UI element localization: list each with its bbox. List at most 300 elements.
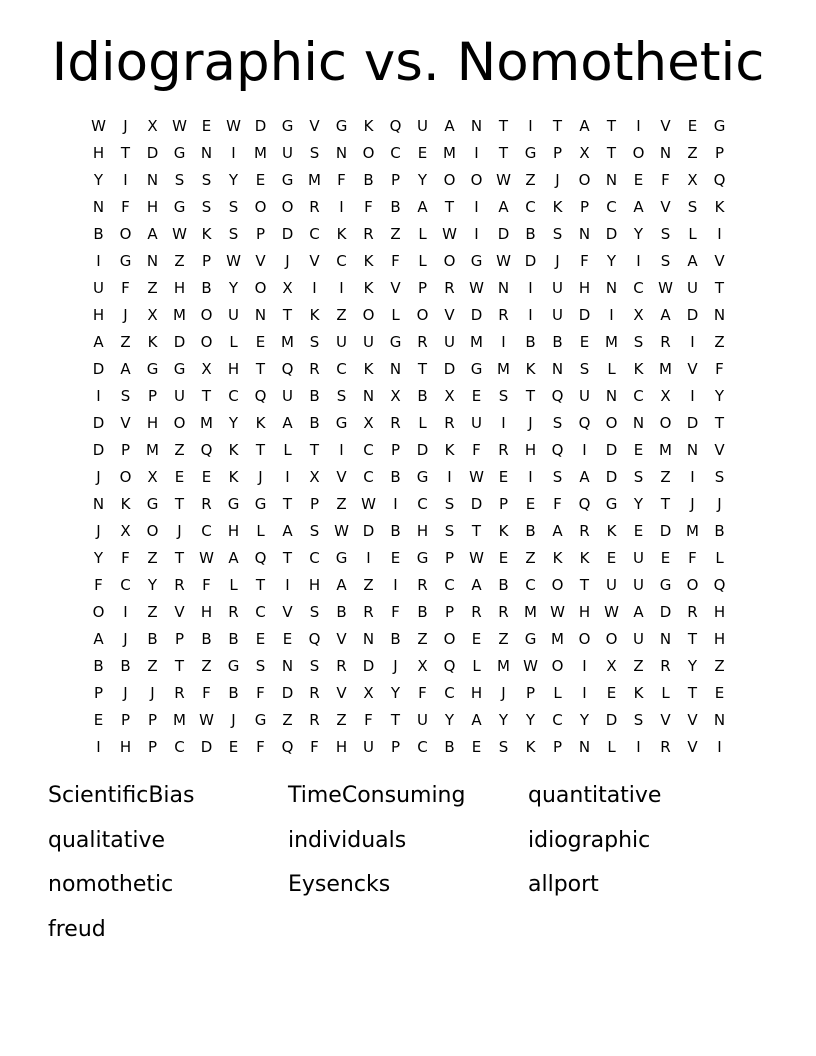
grid-letter: Q [713,171,726,189]
grid-letter: N [605,387,618,405]
grid-letter: E [633,171,644,189]
grid-letter: O [92,603,105,621]
grid-letter: U [633,576,644,594]
grid-letter: V [687,711,698,729]
grid-letter: I [96,387,101,405]
grid-letter: P [147,738,158,756]
grid-row [85,275,733,302]
grid-letter: F [202,684,211,702]
grid-letter: V [714,441,725,459]
grid-letter: G [227,657,240,675]
grid-letter: G [605,495,618,513]
grid-letter: D [470,495,483,513]
grid-letter: E [687,117,698,135]
grid-letter: K [525,360,536,378]
grid-letter: F [364,198,373,216]
grid-letter: H [713,630,726,648]
grid-letter: O [254,279,267,297]
grid-row [85,194,733,221]
grid-letter: D [497,225,510,243]
grid-letter: G [281,171,294,189]
grid-letter: V [660,711,671,729]
grid-letter: O [632,144,645,162]
grid-letter: M [497,657,510,675]
grid-letter: L [256,522,265,540]
grid-letter: F [472,441,481,459]
grid-letter: D [416,441,429,459]
grid-letter: I [339,279,344,297]
grid-letter: N [659,144,672,162]
grid-letter: F [418,684,427,702]
grid-letter: K [363,279,374,297]
grid-letter: H [416,522,429,540]
grid-letter: B [390,468,401,486]
grid-letter: R [309,684,320,702]
grid-letter: W [199,549,214,567]
grid-letter: K [552,549,563,567]
grid-row [85,410,733,437]
grid-letter: D [362,522,375,540]
grid-letter: E [579,333,590,351]
grid-row [85,329,733,356]
grid-letter: T [282,495,293,513]
grid-letter: Z [147,279,158,297]
grid-letter: A [552,522,563,540]
grid-letter: F [364,711,373,729]
grid-letter: I [339,198,344,216]
grid-letter: Q [443,657,456,675]
grid-letter: N [335,144,348,162]
grid-letter: R [336,657,347,675]
grid-letter: O [254,198,267,216]
grid-letter: K [228,441,239,459]
grid-letter: I [474,225,479,243]
grid-letter: W [469,549,484,567]
grid-letter: Y [390,684,401,702]
grid-letter: W [172,117,187,135]
grid-letter: G [335,117,348,135]
grid-letter: U [471,414,482,432]
grid-letter: G [173,360,186,378]
grid-letter: I [339,441,344,459]
word-list-item: individuals [288,827,407,853]
grid-letter: M [308,171,321,189]
grid-letter: I [366,549,371,567]
grid-letter: F [553,495,562,513]
grid-letter: I [636,117,641,135]
grid-letter: L [553,684,562,702]
grid-letter: P [255,225,266,243]
grid-letter: W [442,225,457,243]
grid-letter: C [336,360,347,378]
grid-letter: O [416,306,429,324]
grid-letter: F [715,360,724,378]
grid-letter: L [607,360,616,378]
grid-letter: Y [93,549,104,567]
grid-letter: O [443,171,456,189]
grid-letter: K [444,441,455,459]
grid-letter: N [92,495,105,513]
grid-letter: K [120,495,131,513]
grid-letter: I [717,738,722,756]
grid-letter: Z [174,441,185,459]
grid-letter: A [660,306,671,324]
grid-letter: W [91,117,106,135]
grid-letter: G [146,495,159,513]
grid-letter: J [123,117,128,135]
grid-letter: I [96,252,101,270]
grid-letter: Q [200,441,213,459]
grid-letter: T [525,387,536,405]
grid-letter: X [363,684,374,702]
grid-letter: J [123,306,128,324]
grid-letter: A [633,603,644,621]
grid-letter: A [228,549,239,567]
grid-letter: B [228,684,239,702]
grid-letter: D [200,738,213,756]
grid-letter: N [146,171,159,189]
grid-letter: E [255,630,266,648]
grid-letter: O [659,414,672,432]
grid-letter: C [363,441,374,459]
grid-letter: T [471,522,482,540]
grid-letter: B [201,279,212,297]
grid-letter: B [120,657,131,675]
grid-letter: O [551,657,564,675]
grid-letter: C [309,549,320,567]
grid-letter: N [389,360,402,378]
grid-letter: F [661,171,670,189]
grid-letter: S [633,711,644,729]
grid-letter: Y [633,495,644,513]
grid-letter: K [579,549,590,567]
grid-letter: A [579,117,590,135]
grid-row [85,221,733,248]
grid-letter: Q [551,441,564,459]
grid-letter: R [417,576,428,594]
grid-letter: N [146,252,159,270]
grid-letter: G [659,576,672,594]
grid-letter: T [120,144,131,162]
grid-letter: K [606,522,617,540]
grid-letter: L [418,414,427,432]
grid-letter: U [579,387,590,405]
grid-letter: A [444,117,455,135]
grid-letter: E [471,738,482,756]
grid-letter: Y [606,252,617,270]
grid-letter: Z [120,333,131,351]
grid-letter: R [309,360,320,378]
grid-letter: I [528,306,533,324]
word-list-item: Eysencks [288,872,391,897]
grid-letter: D [92,360,105,378]
grid-letter: R [444,279,455,297]
grid-letter: A [687,252,698,270]
grid-letter: S [120,387,131,405]
grid-letter: X [579,144,590,162]
grid-letter: L [391,306,400,324]
grid-letter: J [555,252,560,270]
grid-letter: V [336,468,347,486]
grid-letter: Z [714,657,725,675]
grid-letter: Q [578,495,591,513]
grid-letter: Z [336,306,347,324]
grid-letter: G [119,252,132,270]
grid-letter: J [177,522,182,540]
grid-letter: O [173,414,186,432]
grid-letter: V [309,117,320,135]
grid-letter: K [714,198,725,216]
grid-letter: V [120,414,131,432]
grid-letter: B [525,522,536,540]
grid-letter: E [282,630,293,648]
grid-letter: B [390,522,401,540]
grid-letter: F [121,198,130,216]
grid-letter: R [660,657,671,675]
grid-letter: E [471,387,482,405]
grid-letter: R [660,333,671,351]
grid-letter: T [714,414,725,432]
grid-letter: S [309,333,320,351]
grid-letter: T [444,198,455,216]
grid-letter: Q [281,360,294,378]
grid-letter: S [498,387,509,405]
grid-letter: Z [390,225,401,243]
grid-letter: T [579,576,590,594]
grid-row [85,491,733,518]
grid-letter: B [93,657,104,675]
grid-letter: X [363,414,374,432]
grid-letter: P [120,711,131,729]
grid-letter: U [552,306,563,324]
grid-letter: C [417,738,428,756]
grid-letter: N [281,657,294,675]
grid-letter: U [633,549,644,567]
grid-letter: N [605,279,618,297]
grid-letter: H [146,414,159,432]
grid-letter: O [146,522,159,540]
grid-letter: C [174,738,185,756]
word-list-item: allport [528,872,599,897]
grid-letter: I [636,738,641,756]
grid-letter: S [255,657,266,675]
grid-letter: T [687,684,698,702]
grid-letter: D [659,522,672,540]
grid-letter: S [579,360,590,378]
grid-row [85,707,733,734]
grid-row [85,734,733,761]
grid-letter: W [496,252,511,270]
grid-letter: R [174,576,185,594]
grid-letter: H [308,576,321,594]
grid-letter: I [312,279,317,297]
grid-letter: C [390,144,401,162]
grid-letter: W [334,522,349,540]
grid-letter: Y [417,171,428,189]
grid-letter: D [443,360,456,378]
grid-letter: W [469,279,484,297]
grid-letter: O [443,252,456,270]
grid-letter: P [174,630,185,648]
grid-letter: G [146,360,159,378]
grid-letter: Y [147,576,158,594]
grid-letter: U [282,387,293,405]
grid-letter: K [201,225,212,243]
grid-letter: K [498,522,509,540]
grid-letter: K [147,333,158,351]
grid-letter: X [309,468,320,486]
grid-row [85,626,733,653]
grid-letter: H [146,198,159,216]
grid-letter: E [228,738,239,756]
grid-letter: J [393,657,398,675]
grid-letter: T [255,441,266,459]
grid-letter: R [309,711,320,729]
grid-letter: S [633,333,644,351]
grid-letter: C [336,252,347,270]
grid-letter: I [528,117,533,135]
grid-letter: R [363,603,374,621]
grid-letter: R [579,522,590,540]
grid-letter: A [282,522,293,540]
grid-letter: I [690,468,695,486]
grid-letter: V [282,603,293,621]
grid-letter: T [174,549,185,567]
grid-letter: K [255,414,266,432]
grid-letter: I [717,225,722,243]
grid-letter: C [309,225,320,243]
grid-letter: F [256,738,265,756]
grid-letter: T [282,306,293,324]
grid-letter: X [417,657,428,675]
grid-letter: P [147,711,158,729]
grid-letter: O [119,225,132,243]
grid-letter: I [285,576,290,594]
grid-letter: P [309,495,320,513]
grid-letter: X [633,306,644,324]
grid-letter: N [713,711,726,729]
grid-letter: E [633,522,644,540]
grid-letter: O [578,630,591,648]
grid-letter: H [578,279,591,297]
grid-letter: K [633,360,644,378]
grid-letter: L [607,738,616,756]
grid-letter: S [336,387,347,405]
grid-letter: P [390,738,401,756]
grid-letter: R [444,414,455,432]
grid-letter: C [255,603,266,621]
grid-letter: C [120,576,131,594]
grid-letter: A [282,414,293,432]
grid-letter: Q [713,576,726,594]
grid-letter: Y [579,711,590,729]
grid-letter: O [470,171,483,189]
grid-letter: C [525,198,536,216]
grid-letter: T [174,657,185,675]
grid-letter: T [714,279,725,297]
grid-letter: L [472,657,481,675]
grid-letter: H [173,279,186,297]
grid-letter: S [552,225,563,243]
grid-letter: Z [633,657,644,675]
grid-letter: M [470,333,483,351]
grid-letter: R [390,414,401,432]
grid-letter: T [606,144,617,162]
grid-letter: G [335,549,348,567]
grid-letter: A [120,360,131,378]
grid-letter: C [363,468,374,486]
grid-letter: D [605,441,618,459]
grid-letter: S [309,603,320,621]
grid-row [85,356,733,383]
grid-letter: B [417,603,428,621]
grid-letter: Y [228,279,239,297]
grid-letter: A [633,198,644,216]
grid-letter: Y [687,657,698,675]
grid-letter: G [173,198,186,216]
grid-letter: V [444,306,455,324]
grid-letter: K [363,360,374,378]
grid-letter: T [660,495,671,513]
grid-letter: Z [336,495,347,513]
grid-letter: G [416,549,429,567]
grid-letter: I [123,603,128,621]
grid-letter: M [200,414,213,432]
grid-letter: W [496,171,511,189]
word-list-item: nomothetic [48,872,174,897]
word-list [48,776,768,954]
grid-letter: Y [498,711,509,729]
grid-letter: A [417,198,428,216]
grid-letter: I [123,171,128,189]
word-list-item: TimeConsuming [288,783,466,808]
grid-letter: P [525,684,536,702]
grid-letter: D [686,306,699,324]
grid-letter: U [444,333,455,351]
grid-letter: S [201,171,212,189]
grid-letter: P [714,144,725,162]
grid-row [85,599,733,626]
grid-letter: L [283,441,292,459]
grid-letter: B [336,603,347,621]
grid-letter: P [120,441,131,459]
grid-letter: I [501,333,506,351]
grid-letter: L [229,333,238,351]
grid-letter: U [633,630,644,648]
grid-row [85,653,733,680]
grid-letter: A [93,333,104,351]
grid-letter: F [688,549,697,567]
grid-letter: E [201,468,212,486]
grid-letter: N [362,387,375,405]
grid-letter: U [174,387,185,405]
grid-letter: C [633,387,644,405]
grid-letter: M [686,522,699,540]
grid-letter: W [469,468,484,486]
grid-letter: J [717,495,722,513]
grid-letter: P [390,171,401,189]
grid-letter: K [363,252,374,270]
grid-letter: U [336,333,347,351]
grid-letter: D [605,711,618,729]
grid-letter: D [605,468,618,486]
grid-letter: N [497,279,510,297]
grid-letter: M [551,630,564,648]
grid-letter: O [362,144,375,162]
grid-letter: P [417,279,428,297]
grid-letter: Y [633,225,644,243]
grid-letter: O [578,171,591,189]
